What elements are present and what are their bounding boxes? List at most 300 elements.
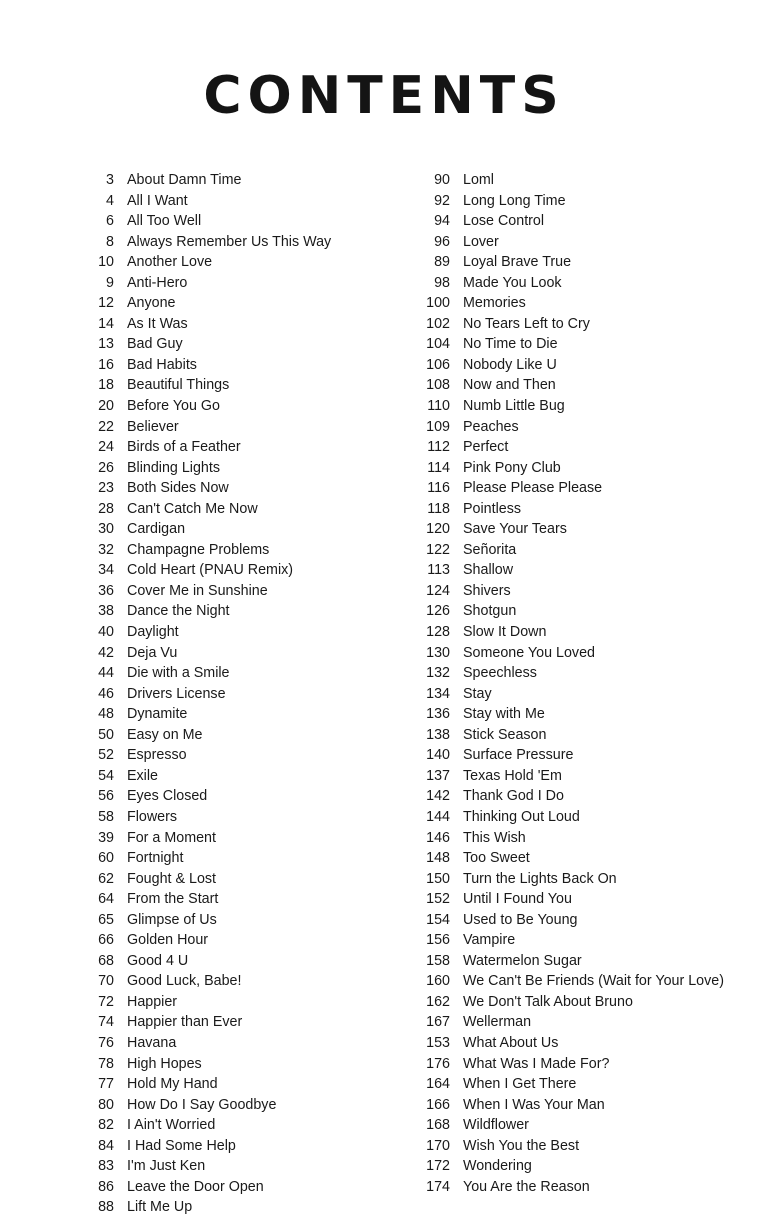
contents-entry[interactable] <box>416 848 768 869</box>
entry-song-title: Another Love <box>127 254 213 271</box>
entry-song-title: Dance the Night <box>127 603 230 620</box>
contents-entry[interactable] <box>416 930 768 951</box>
entry-page-number: 100 <box>426 295 450 312</box>
entry-page-number: 108 <box>426 377 450 394</box>
entry-page-number: 154 <box>426 911 450 928</box>
entry-page-number: 122 <box>426 541 450 558</box>
entry-page-number: 38 <box>98 603 114 620</box>
entry-page-number: 130 <box>426 644 450 661</box>
contents-entry[interactable] <box>80 355 384 376</box>
entry-page-number: 58 <box>98 808 114 825</box>
entry-page-number: 44 <box>98 665 114 682</box>
entry-page-number: 138 <box>426 726 450 743</box>
entry-page-number: 32 <box>98 541 114 558</box>
entry-page-number: 134 <box>426 685 450 702</box>
contents-entry[interactable] <box>80 191 384 212</box>
contents-entry[interactable] <box>80 314 384 335</box>
entry-song-title: Stick Season <box>463 726 547 743</box>
contents-entry[interactable] <box>80 1012 384 1033</box>
entry-page-number: 54 <box>98 767 114 784</box>
entry-page-number: 166 <box>426 1096 450 1113</box>
entry-song-title: Thank God I Do <box>463 788 564 805</box>
contents-entry[interactable] <box>416 252 768 273</box>
entry-page-number: 152 <box>426 891 450 908</box>
entry-song-title: Eyes Closed <box>127 788 208 805</box>
entry-song-title: How Do I Say Goodbye <box>127 1096 277 1113</box>
entry-page-number: 83 <box>98 1158 114 1175</box>
entry-song-title: Always Remember Us This Way <box>127 233 332 250</box>
entry-song-title: Glimpse of Us <box>127 911 217 928</box>
contents-entry[interactable] <box>80 684 384 705</box>
contents-entry[interactable] <box>416 622 768 643</box>
contents-entry[interactable] <box>80 1177 384 1198</box>
contents-entry[interactable] <box>80 417 384 438</box>
entry-song-title: We Can't Be Friends (Wait for Your Love) <box>463 973 724 990</box>
entry-page-number: 39 <box>98 829 114 846</box>
entry-song-title: Loml <box>463 172 494 188</box>
contents-entry[interactable] <box>416 1136 768 1157</box>
entry-song-title: Hold My Hand <box>127 1076 218 1093</box>
entry-song-title: Save Your Tears <box>463 521 567 538</box>
contents-entry[interactable] <box>80 252 384 273</box>
entry-page-number: 62 <box>98 870 114 887</box>
entry-song-title: Cold Heart (PNAU Remix) <box>127 562 294 579</box>
entry-page-number: 113 <box>427 562 450 579</box>
entry-page-number: 114 <box>427 459 450 476</box>
contents-entry[interactable] <box>416 334 768 355</box>
entry-page-number: 34 <box>98 562 114 579</box>
entry-song-title: I Had Some Help <box>127 1137 236 1154</box>
entry-page-number: 6 <box>106 213 114 230</box>
entry-song-title: Pink Pony Club <box>463 459 561 476</box>
entry-song-title: Anti-Hero <box>127 274 188 291</box>
entry-song-title: Used to Be Young <box>463 911 578 928</box>
contents-entry[interactable] <box>80 1054 384 1075</box>
entry-song-title: Made You Look <box>463 274 562 291</box>
entry-song-title: Surface Pressure <box>463 747 574 764</box>
entry-song-title: Lover <box>463 233 499 250</box>
entry-page-number: 84 <box>98 1137 114 1154</box>
contents-entry[interactable] <box>416 1054 768 1075</box>
entry-page-number: 102 <box>426 315 450 332</box>
entry-song-title: Shallow <box>463 562 514 579</box>
entry-page-number: 77 <box>98 1076 114 1093</box>
contents-entry[interactable] <box>416 601 768 622</box>
entry-song-title: Shotgun <box>463 603 517 620</box>
contents-entry[interactable] <box>80 951 384 972</box>
contents-entry[interactable] <box>416 273 768 294</box>
contents-entry[interactable] <box>416 1156 768 1177</box>
entry-page-number: 168 <box>426 1117 450 1134</box>
entry-song-title: Birds of a Feather <box>127 439 241 456</box>
entry-song-title: Deja Vu <box>127 644 178 661</box>
entry-song-title: All Too Well <box>127 213 202 230</box>
entry-song-title: Now and Then <box>463 377 556 394</box>
entry-song-title: As It Was <box>127 315 188 332</box>
contents-entry[interactable] <box>80 786 384 807</box>
contents-entry[interactable] <box>80 889 384 910</box>
entry-page-number: 56 <box>98 788 114 805</box>
entry-page-number: 74 <box>98 1014 114 1031</box>
entry-page-number: 94 <box>434 213 450 230</box>
contents-entry[interactable] <box>80 910 384 931</box>
entry-page-number: 98 <box>434 274 450 291</box>
entry-page-number: 158 <box>426 952 450 969</box>
contents-entry[interactable] <box>80 704 384 725</box>
entry-page-number: 96 <box>434 233 450 250</box>
contents-entry[interactable] <box>416 704 768 725</box>
contents-entry[interactable] <box>80 663 384 684</box>
contents-entry[interactable] <box>80 869 384 890</box>
entry-page-number: 30 <box>98 521 114 538</box>
entry-song-title: All I Want <box>127 192 188 209</box>
entry-song-title: Shivers <box>463 582 511 599</box>
entry-song-title: From the Start <box>127 891 219 908</box>
entry-page-number: 146 <box>426 829 450 846</box>
entry-song-title: Cover Me in Sunshine <box>127 582 268 599</box>
contents-entry[interactable] <box>416 375 768 396</box>
contents-entry[interactable] <box>80 725 384 746</box>
entry-page-number: 109 <box>426 418 450 435</box>
contents-entry[interactable] <box>80 807 384 828</box>
contents-entry[interactable] <box>80 1033 384 1054</box>
contents-entry[interactable] <box>416 1115 768 1136</box>
entry-song-title: Wellerman <box>463 1014 532 1031</box>
contents-entry[interactable] <box>416 1095 768 1116</box>
entry-song-title: Bad Habits <box>127 356 197 373</box>
contents-entry[interactable] <box>416 499 768 520</box>
contents-entry[interactable] <box>80 211 384 232</box>
contents-entry[interactable] <box>80 1197 384 1218</box>
entry-song-title: Fortnight <box>127 850 184 867</box>
entry-page-number: 118 <box>427 500 450 517</box>
entry-song-title: Pointless <box>463 500 522 517</box>
contents-entry[interactable] <box>416 951 768 972</box>
entry-song-title: Stay <box>463 685 492 702</box>
entry-page-number: 36 <box>98 582 114 599</box>
entry-page-number: 120 <box>426 521 450 538</box>
entry-page-number: 150 <box>426 870 450 887</box>
contents-entry[interactable] <box>80 828 384 849</box>
contents-entry[interactable] <box>416 581 768 602</box>
contents-entry[interactable] <box>416 745 768 766</box>
entry-page-number: 126 <box>426 603 450 620</box>
entry-song-title: Flowers <box>127 808 178 825</box>
entry-page-number: 80 <box>98 1096 114 1113</box>
entry-page-number: 174 <box>426 1178 450 1195</box>
entry-page-number: 112 <box>427 439 450 456</box>
entry-page-number: 72 <box>98 993 114 1010</box>
contents-entry[interactable] <box>80 643 384 664</box>
entry-song-title: Long Long Time <box>463 192 566 209</box>
entry-song-title: No Tears Left to Cry <box>463 315 590 332</box>
entry-song-title: Slow It Down <box>463 624 547 641</box>
entry-page-number: 66 <box>98 932 114 949</box>
contents-entry[interactable] <box>80 1095 384 1116</box>
contents-entry[interactable] <box>416 519 768 540</box>
entry-page-number: 164 <box>426 1076 450 1093</box>
entry-page-number: 144 <box>426 808 450 825</box>
contents-entry[interactable] <box>416 807 768 828</box>
contents-entry[interactable] <box>416 478 768 499</box>
entry-page-number: 106 <box>426 356 450 373</box>
contents-entry[interactable] <box>416 396 768 417</box>
entry-page-number: 104 <box>426 336 450 353</box>
contents-entry[interactable] <box>80 622 384 643</box>
contents-entry[interactable] <box>416 766 768 787</box>
contents-entry[interactable] <box>416 232 768 253</box>
contents-entry[interactable] <box>80 458 384 479</box>
entry-page-number: 78 <box>98 1055 114 1072</box>
entry-song-title: Believer <box>127 418 179 435</box>
entry-page-number: 128 <box>426 624 450 641</box>
entry-song-title: What About Us <box>463 1034 559 1051</box>
entry-page-number: 89 <box>434 254 450 271</box>
contents-entry[interactable] <box>80 971 384 992</box>
entry-song-title: When I Get There <box>463 1076 577 1093</box>
entry-page-number: 24 <box>98 439 114 456</box>
entry-page-number: 132 <box>426 665 450 682</box>
contents-entry[interactable] <box>80 375 384 396</box>
entry-page-number: 148 <box>426 850 450 867</box>
contents-entry[interactable] <box>80 1156 384 1177</box>
entry-song-title: Too Sweet <box>463 850 530 867</box>
entry-song-title: Anyone <box>127 295 176 312</box>
contents-entry[interactable] <box>416 1074 768 1095</box>
contents-entry[interactable] <box>416 1033 768 1054</box>
entry-song-title: Someone You Loved <box>463 644 595 661</box>
entry-song-title: Wish You the Best <box>463 1137 580 1154</box>
entry-song-title: Dynamite <box>127 706 188 723</box>
entry-song-title: This Wish <box>463 829 526 846</box>
entry-page-number: 136 <box>426 706 450 723</box>
entry-song-title: Golden Hour <box>127 932 209 949</box>
entry-page-number: 42 <box>98 644 114 661</box>
entry-song-title: Good 4 U <box>127 952 189 969</box>
entry-song-title: Peaches <box>463 418 519 435</box>
contents-entry[interactable] <box>80 540 384 561</box>
entry-page-number: 10 <box>98 254 114 271</box>
contents-entry[interactable] <box>80 170 384 191</box>
entry-song-title: Texas Hold 'Em <box>463 767 562 784</box>
entry-page-number: 76 <box>98 1034 114 1051</box>
entry-song-title: Stay with Me <box>463 706 545 723</box>
entry-song-title: About Damn Time <box>127 172 242 188</box>
contents-entry[interactable] <box>80 478 384 499</box>
entry-page-number: 64 <box>98 891 114 908</box>
entry-song-title: Good Luck, Babe! <box>127 973 242 990</box>
contents-entry[interactable] <box>416 643 768 664</box>
entry-page-number: 16 <box>98 356 114 373</box>
contents-entry[interactable] <box>416 437 768 458</box>
entry-page-number: 162 <box>426 993 450 1010</box>
contents-entry[interactable] <box>416 170 768 191</box>
entry-song-title: Señorita <box>463 541 517 558</box>
entry-page-number: 52 <box>98 747 114 764</box>
entry-song-title: Lose Control <box>463 213 545 230</box>
page-title: CONTENTS <box>203 66 565 126</box>
entry-song-title: Memories <box>463 295 526 312</box>
entry-song-title: Drivers License <box>127 685 226 702</box>
contents-entry[interactable] <box>416 684 768 705</box>
entry-song-title: Until I Found You <box>463 891 572 908</box>
contents-entry[interactable] <box>416 992 768 1013</box>
contents-entry[interactable] <box>80 745 384 766</box>
contents-entry[interactable] <box>80 232 384 253</box>
entry-song-title: I Ain't Worried <box>127 1117 216 1134</box>
entry-page-number: 140 <box>426 747 450 764</box>
entry-page-number: 110 <box>427 398 450 415</box>
entry-page-number: 92 <box>434 192 450 209</box>
contents-column-left <box>0 170 384 1218</box>
entry-song-title: Die with a Smile <box>127 665 230 682</box>
entry-song-title: Wondering <box>463 1158 532 1175</box>
contents-entry[interactable] <box>80 930 384 951</box>
entry-song-title: Thinking Out Loud <box>463 808 580 825</box>
entry-song-title: Espresso <box>127 747 187 764</box>
entry-song-title: Loyal Brave True <box>463 254 572 271</box>
contents-entry[interactable] <box>80 519 384 540</box>
entry-song-title: Daylight <box>127 624 179 641</box>
contents-entry[interactable] <box>80 293 384 314</box>
contents-entry[interactable] <box>416 663 768 684</box>
entry-page-number: 156 <box>426 932 450 949</box>
contents-entry[interactable] <box>416 828 768 849</box>
entry-page-number: 8 <box>106 233 114 250</box>
entry-page-number: 12 <box>98 295 114 312</box>
entry-song-title: Blinding Lights <box>127 459 220 476</box>
entry-page-number: 160 <box>426 973 450 990</box>
entry-page-number: 3 <box>106 172 114 188</box>
entry-page-number: 4 <box>106 192 114 209</box>
entry-song-title: For a Moment <box>127 829 216 846</box>
entry-page-number: 20 <box>98 398 114 415</box>
contents-entry[interactable] <box>416 786 768 807</box>
contents-entry[interactable] <box>80 766 384 787</box>
entry-page-number: 170 <box>426 1137 450 1154</box>
contents-entry[interactable] <box>416 211 768 232</box>
entry-page-number: 9 <box>106 274 114 291</box>
entry-page-number: 50 <box>98 726 114 743</box>
entry-song-title: Please Please Please <box>463 480 603 497</box>
contents-entry[interactable] <box>80 992 384 1013</box>
entry-page-number: 176 <box>426 1055 450 1072</box>
entry-page-number: 142 <box>426 788 450 805</box>
entry-page-number: 116 <box>427 480 450 497</box>
entry-song-title: Lift Me Up <box>127 1199 193 1216</box>
entry-page-number: 28 <box>98 500 114 517</box>
entry-song-title: Wildflower <box>463 1117 529 1134</box>
entry-song-title: Havana <box>127 1034 177 1051</box>
entry-page-number: 60 <box>98 850 114 867</box>
contents-entry[interactable] <box>80 1074 384 1095</box>
contents-entry[interactable] <box>416 417 768 438</box>
entry-page-number: 88 <box>98 1199 114 1216</box>
entry-song-title: I'm Just Ken <box>127 1158 206 1175</box>
entry-song-title: High Hopes <box>127 1055 202 1072</box>
contents-entry[interactable] <box>80 437 384 458</box>
contents-column-right <box>384 170 768 1218</box>
contents-columns <box>0 126 768 1218</box>
entry-song-title: Turn the Lights Back On <box>463 870 617 887</box>
entry-page-number: 48 <box>98 706 114 723</box>
contents-entry[interactable] <box>416 314 768 335</box>
contents-entry[interactable] <box>80 499 384 520</box>
contents-entry[interactable] <box>416 869 768 890</box>
contents-entry[interactable] <box>80 1115 384 1136</box>
entry-song-title: When I Was Your Man <box>463 1096 605 1113</box>
contents-entry[interactable] <box>416 355 768 376</box>
contents-entry[interactable] <box>416 889 768 910</box>
entry-song-title: Happier <box>127 993 178 1010</box>
contents-entry[interactable] <box>80 334 384 355</box>
entry-page-number: 23 <box>98 480 114 497</box>
entry-page-number: 167 <box>426 1014 450 1031</box>
entry-song-title: Happier than Ever <box>127 1014 243 1031</box>
entry-song-title: Nobody Like U <box>463 356 557 373</box>
contents-entry[interactable] <box>416 458 768 479</box>
entry-page-number: 46 <box>98 685 114 702</box>
contents-entry[interactable] <box>80 560 384 581</box>
entry-page-number: 153 <box>426 1034 450 1051</box>
entry-page-number: 90 <box>434 172 450 188</box>
entry-song-title: What Was I Made For? <box>463 1055 610 1072</box>
entry-page-number: 22 <box>98 418 114 435</box>
entry-page-number: 13 <box>98 336 114 353</box>
contents-entry[interactable] <box>80 848 384 869</box>
contents-entry[interactable] <box>80 601 384 622</box>
entry-song-title: Speechless <box>463 665 537 682</box>
entry-page-number: 86 <box>98 1178 114 1195</box>
contents-entry[interactable] <box>416 910 768 931</box>
entry-song-title: Leave the Door Open <box>127 1178 264 1195</box>
contents-entry[interactable] <box>80 1136 384 1157</box>
contents-entry[interactable] <box>416 540 768 561</box>
entry-page-number: 14 <box>98 315 114 332</box>
contents-entry[interactable] <box>416 293 768 314</box>
entry-song-title: Vampire <box>463 932 516 949</box>
contents-entry[interactable] <box>80 396 384 417</box>
entry-song-title: Fought & Lost <box>127 870 217 887</box>
entry-song-title: Perfect <box>463 439 509 456</box>
contents-entry[interactable] <box>80 581 384 602</box>
contents-entry[interactable] <box>416 191 768 212</box>
entry-song-title: Numb Little Bug <box>463 398 565 415</box>
entry-page-number: 124 <box>426 582 450 599</box>
entry-page-number: 137 <box>426 767 450 784</box>
entry-song-title: Exile <box>127 767 158 784</box>
entry-song-title: Before You Go <box>127 398 221 415</box>
entry-song-title: Can't Catch Me Now <box>127 500 258 517</box>
entry-song-title: We Don't Talk About Bruno <box>463 993 633 1010</box>
contents-entry[interactable] <box>416 1177 768 1198</box>
entry-song-title: Cardigan <box>127 521 186 538</box>
entry-song-title: Champagne Problems <box>127 541 270 558</box>
contents-entry[interactable] <box>416 971 768 992</box>
entry-page-number: 18 <box>98 377 114 394</box>
entry-page-number: 82 <box>98 1117 114 1134</box>
entry-page-number: 68 <box>98 952 114 969</box>
contents-entry[interactable] <box>416 1012 768 1033</box>
contents-entry[interactable] <box>416 725 768 746</box>
entry-page-number: 172 <box>426 1158 450 1175</box>
entry-page-number: 65 <box>98 911 114 928</box>
entry-song-title: No Time to Die <box>463 336 558 353</box>
entry-song-title: Both Sides Now <box>127 480 229 497</box>
entry-song-title: Watermelon Sugar <box>463 952 582 969</box>
contents-entry[interactable] <box>80 273 384 294</box>
contents-entry[interactable] <box>416 560 768 581</box>
